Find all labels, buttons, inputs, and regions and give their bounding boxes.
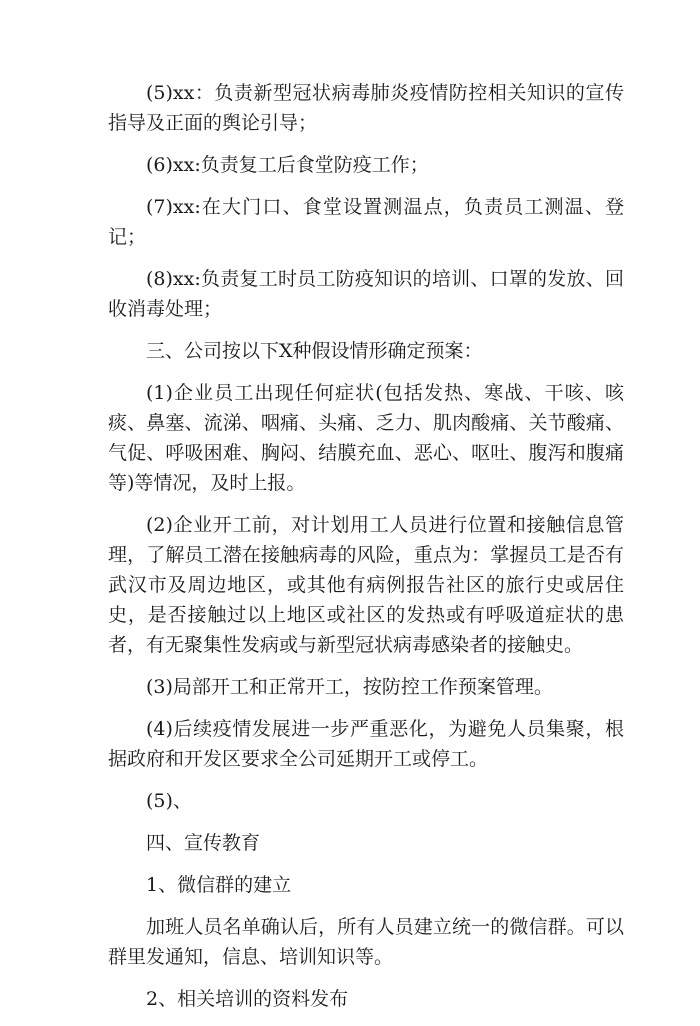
section-heading-3: 三、公司按以下X种假设情形确定预案： [146,340,483,362]
paragraph-plan-4: (4)后续疫情发展进一步严重恶化，为避免人员集聚，根据政府和开发区要求全公司延期开工或停工。 [108,718,624,770]
paragraph-duty-6: (6)xx:负责复工后食堂防疫工作； [146,154,429,176]
paragraph-plan-1: (1)企业员工出现任何症状(包括发热、寒战、干咳、咳痰、鼻塞、流涕、咽痛、头痛、乏力、肌肉酸痛、关节酸痛、气促、呼吸困难、胸闷、结膜充血、恶心、呕吐、腹泻和腹痛等)等情况，及时上报。 [108,382,624,494]
paragraph-plan-5: (5)、 [146,790,192,812]
paragraph-duty-7: (7)xx:在大门口、食堂设置测温点，负责员工测温、登记； [108,196,624,248]
paragraph-duty-5: (5)xx：负责新型冠状病毒肺炎疫情防控相关知识的宣传指导及正面的舆论引导； [108,82,624,134]
subheading-wechat-group: 1、微信群的建立 [146,874,292,896]
document-body [108,78,624,1026]
section-heading-4: 四、宣传教育 [146,832,261,854]
paragraph-plan-2: (2)企业开工前，对计划用工人员进行位置和接触信息管理，了解员工潜在接触病毒的风险，重点为：掌握员工是否有武汉市及周边地区，或其他有病例报告社区的旅行史或居住史，是否接触过以上地区或社区的发热或有呼吸道症状的患者，有无聚集性发病或与新型冠状病毒感染者的接触史。 [108,514,624,656]
paragraph-duty-8: (8)xx:负责复工时员工防疫知识的培训、口罩的发放、回收消毒处理； [108,268,624,320]
paragraph-wechat-group: 加班人员名单确认后，所有人员建立统一的微信群。可以群里发通知，信息、培训知识等。 [108,916,624,968]
paragraph-plan-3: (3)局部开工和正常开工，按防控工作预案管理。 [146,676,553,698]
subheading-training-materials: 2、相关培训的资料发布 [146,988,349,1010]
